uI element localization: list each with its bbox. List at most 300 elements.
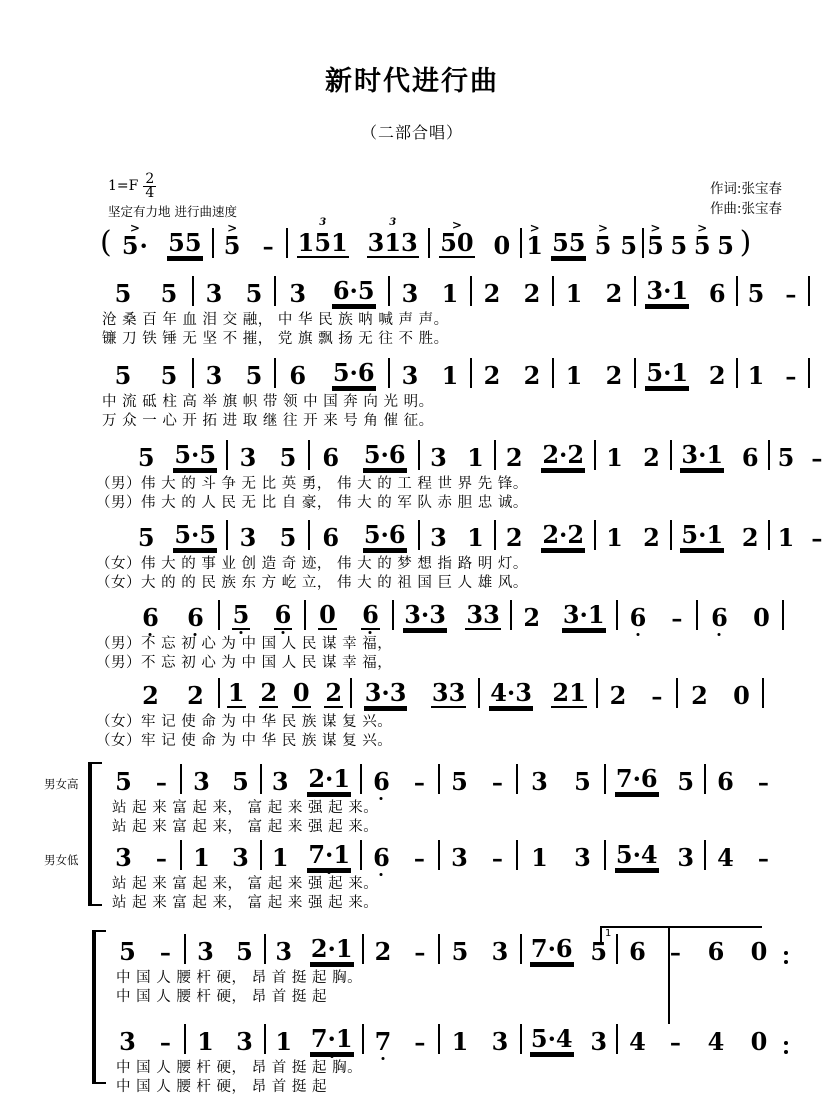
measure (440, 764, 518, 794)
note: 5·6 (332, 358, 375, 387)
lyric-text: 不 忘 初 心 为 中 国 人 民 谋 幸 福， (141, 655, 393, 672)
note: 2 (708, 361, 726, 390)
measure (266, 934, 364, 964)
lyric-row-2: 万 众 一 心 开 拓 进 取 继 往 开 来 号 角 催 征。 (102, 413, 434, 430)
staff-line-verse-3 (0, 440, 824, 512)
note: 5 (236, 937, 253, 966)
rest: 0 (733, 681, 750, 710)
note: 2 (643, 523, 660, 552)
measure (112, 221, 214, 260)
note: 3 (590, 1027, 608, 1056)
note: 5 (232, 767, 249, 796)
note: 5·6 (363, 520, 406, 549)
note: 50 > (440, 218, 474, 257)
voice-prefix: （女） (96, 714, 141, 730)
measure (618, 600, 698, 630)
note: 6 (322, 523, 340, 552)
page-title: 新时代进行曲 (325, 66, 499, 97)
measure (128, 440, 228, 470)
measure (440, 934, 522, 964)
lyric-text: 大 的 的 民 族 东 方 屹 立， 伟 大 的 祖 国 巨 人 雄 风。 (141, 575, 528, 592)
note: 5 (245, 279, 263, 308)
note: 1 (747, 361, 765, 390)
note: 5 > (594, 221, 612, 260)
note: 3·3 (364, 678, 407, 707)
note: 5 (747, 279, 765, 308)
measure (518, 764, 606, 794)
note: 3 (401, 279, 419, 308)
note: 1 (606, 523, 623, 552)
note: 2 (142, 681, 159, 710)
measure (420, 440, 496, 470)
rest: 0 (493, 231, 511, 260)
measure (472, 358, 554, 388)
measure (100, 276, 194, 306)
measure (228, 440, 310, 470)
note: 5·5 (174, 440, 217, 469)
note: 5·1 (646, 358, 689, 387)
part-label-low: 男女低 (44, 853, 79, 867)
measure (522, 934, 618, 964)
lyric-text: 牢 记 使 命 为 中 华 民 族 谋 复 兴。 (141, 714, 393, 730)
rest: 0 (319, 600, 336, 629)
measure (220, 600, 306, 630)
note: 6 (289, 361, 307, 390)
note: 5 (119, 937, 136, 966)
measure (128, 520, 228, 550)
note: 3 (491, 937, 509, 966)
repeat-sign (784, 951, 790, 964)
sustain-dash: – (413, 770, 425, 796)
note: 33 (466, 600, 500, 629)
lyric-row-1: 站 起 来 富 起 来， 富 起 来 强 起 来。 (112, 800, 379, 816)
note: 5 > (647, 221, 664, 260)
measure (694, 934, 780, 964)
note: 6 (187, 603, 204, 632)
measure (606, 764, 706, 794)
note: 5 (115, 767, 132, 796)
measure (390, 358, 472, 388)
note: 4 (629, 1027, 646, 1056)
note: 5 (160, 279, 178, 308)
measure (706, 764, 782, 794)
staff-line-verse-4 (0, 520, 824, 592)
sustain-dash: – (785, 364, 797, 390)
staff-line-chorus-high-1 (0, 764, 824, 836)
music-sheet (0, 68, 824, 1118)
measure (598, 678, 678, 708)
note: 3 (205, 361, 223, 390)
note: 5 (590, 937, 608, 966)
measure (672, 440, 770, 470)
measure (104, 764, 182, 794)
triplet-group: 313 3 (367, 217, 418, 257)
sustain-dash: – (413, 846, 425, 872)
note: 2·2 (542, 520, 585, 549)
note: 6 (142, 603, 159, 632)
measure (770, 520, 824, 550)
measure (472, 276, 554, 306)
sustain-dash: – (757, 770, 769, 796)
note: 6 (373, 767, 390, 796)
ending-number: 1 (605, 928, 612, 939)
sustain-dash: – (159, 1030, 171, 1056)
measure (362, 840, 440, 870)
note: 5 (279, 523, 297, 552)
note: 5 (232, 600, 250, 629)
note: 2 (609, 681, 627, 710)
note: 3 (430, 443, 447, 472)
measure (496, 520, 596, 550)
note: 4 (707, 1027, 725, 1056)
measure (636, 276, 738, 306)
note: 3·1 (646, 276, 689, 305)
note: 55 (168, 228, 202, 257)
measure: ( (100, 225, 112, 260)
measure (522, 221, 644, 260)
lyric-row-1 (96, 475, 528, 494)
note: 1 (606, 443, 623, 472)
measure (194, 276, 276, 306)
sustain-dash: – (811, 526, 823, 552)
voice-prefix: （女） (96, 733, 141, 750)
note: 3 (197, 937, 214, 966)
staff-line-verse-2 (0, 358, 824, 430)
measure (554, 276, 636, 306)
measure (108, 934, 186, 964)
measure (364, 934, 440, 964)
measure (420, 520, 496, 550)
measure (440, 840, 518, 870)
sustain-dash: – (155, 846, 167, 872)
note: 1 (565, 279, 583, 308)
lyric-text: 伟 大 的 斗 争 无 比 英 勇， 伟 大 的 工 程 世 界 先 锋。 (141, 476, 528, 492)
sustain-dash: – (414, 940, 426, 966)
note: 5 (451, 937, 469, 966)
voice-prefix: （男） (96, 636, 141, 652)
measure (518, 840, 606, 870)
triplet-group: 151 3 (297, 217, 348, 257)
note: 5 (137, 523, 155, 552)
note: 5 (451, 767, 468, 796)
measure (706, 840, 782, 870)
note: 2 (643, 443, 660, 472)
note: 5·4 (530, 1024, 573, 1053)
note: 6 (629, 937, 646, 966)
note: 2 (605, 279, 623, 308)
note: 6 (362, 600, 379, 629)
note: 3 (239, 523, 257, 552)
note: 5 (574, 767, 591, 796)
rest: 0 (750, 1027, 768, 1056)
note: 3 (401, 361, 419, 390)
measure (554, 358, 636, 388)
note: 1 (275, 1027, 293, 1056)
note: 3 (677, 843, 695, 872)
note: 3 (239, 443, 257, 472)
note: 2 (505, 443, 523, 472)
measure (220, 678, 352, 708)
note: 3·3 (404, 600, 446, 629)
lyric-text: 不 忘 初 心 为 中 国 人 民 谋 幸 福， (141, 636, 393, 652)
note: 3·1 (562, 600, 605, 629)
lyric-row-2 (96, 654, 392, 673)
lyric-row-1 (96, 635, 392, 654)
measure (770, 440, 824, 470)
rest: 0 (292, 678, 310, 707)
note: 7·6 (615, 764, 658, 793)
note: 33 (431, 678, 466, 707)
sustain-dash: – (159, 940, 171, 966)
note: 2 (691, 681, 708, 710)
measure (182, 764, 262, 794)
sustain-dash: – (491, 770, 503, 796)
note: 7·1 (308, 840, 351, 869)
measure (128, 600, 220, 630)
sustain-dash: – (757, 846, 769, 872)
measure (672, 520, 770, 550)
note: 7 (374, 1027, 392, 1056)
note: 5 (620, 231, 638, 260)
measure (128, 678, 220, 708)
measure (480, 678, 598, 708)
note: 5 (245, 361, 263, 390)
note: 5·5 (174, 520, 217, 549)
voice-prefix: （男） (96, 476, 141, 492)
sustain-dash: – (155, 770, 167, 796)
note: 1 (531, 843, 548, 872)
note: 5 (777, 443, 795, 472)
note: 7·6 (530, 934, 573, 963)
meter-denominator: 4 (145, 185, 155, 202)
lyric-row-2: 站 起 来 富 起 来， 富 起 来 强 起 来。 (112, 895, 379, 912)
lyric-row-1: 中 国 人 腰 杆 硬， 昂 首 挺 起 胸。 (116, 970, 363, 986)
note: 1 (467, 523, 484, 552)
tempo-marking: 坚定有力地 进行曲速度 (108, 203, 237, 219)
note: 1 > (526, 221, 543, 260)
note: 6 (373, 843, 390, 872)
measure (678, 678, 764, 708)
measure (100, 358, 194, 388)
measure (698, 600, 784, 630)
note: 1 (271, 843, 289, 872)
lyric-row-1: 沧 桑 百 年 血 泪 交 融， 中 华 民 族 呐 喊 声 声。 (102, 312, 449, 328)
note: 5 (114, 279, 132, 308)
staff-line-verse-1 (0, 276, 824, 348)
note: 1 (467, 443, 484, 472)
staff-line-verse-6 (0, 678, 824, 750)
measure (738, 276, 810, 306)
note: 5 > (223, 221, 241, 260)
sustain-dash: – (811, 446, 823, 472)
note: 6 (629, 603, 647, 632)
note: 5·1 (681, 520, 724, 549)
note: 2·2 (542, 440, 585, 469)
measure (738, 358, 810, 388)
note: 1 (441, 361, 459, 390)
note: 1 (451, 1027, 469, 1056)
note: 2 (260, 678, 278, 707)
note: 3 (289, 279, 307, 308)
measure (596, 520, 672, 550)
note: 5 (114, 361, 132, 390)
note: 5 > · (121, 234, 149, 258)
measure (596, 440, 672, 470)
note: 21 (552, 678, 586, 707)
measure (606, 840, 706, 870)
measure (214, 221, 288, 260)
note: 6 (717, 767, 734, 796)
note: 3 (205, 279, 223, 308)
lyric-row-2 (96, 732, 392, 751)
note: 1 (441, 279, 459, 308)
credits (710, 180, 782, 219)
measure (310, 520, 420, 550)
measure (228, 520, 310, 550)
note: 1 (193, 843, 210, 872)
lyric-text: 伟 大 的 人 民 无 比 自 豪， 伟 大 的 军 队 赤 胆 忠 诚。 (141, 495, 528, 512)
lyric-row-2: 镰 刀 铁 锤 无 坚 不 摧， 党 旗 飘 扬 无 往 不 胜。 (102, 331, 449, 348)
lyric-row-2: 站 起 来 富 起 来， 富 起 来 强 起 来。 (112, 819, 379, 836)
lyric-row-2 (96, 574, 528, 593)
note: 5 (677, 767, 695, 796)
note: 2 (187, 681, 204, 710)
measure (276, 276, 390, 306)
measure (182, 840, 262, 870)
note: 3 (232, 843, 249, 872)
measure (618, 934, 694, 964)
lyric-row-1: 中 国 人 腰 杆 硬， 昂 首 挺 起 胸。 (116, 1060, 363, 1076)
note: 3 (271, 767, 289, 796)
note: 2 (325, 678, 343, 707)
time-signature (143, 173, 156, 201)
repeat-sign (784, 1041, 790, 1054)
sustain-dash: – (785, 282, 797, 308)
measure (430, 218, 522, 260)
note: 5 (137, 443, 155, 472)
note: 1 (777, 523, 795, 552)
measure (352, 678, 480, 708)
note: 3 (119, 1027, 136, 1056)
rest: 0 (750, 937, 768, 966)
note: 2·1 (308, 764, 351, 793)
lyric-row-2: 中 国 人 腰 杆 硬， 昂 首 挺 起 (116, 1079, 327, 1096)
note: 3 (531, 767, 548, 796)
note: 4 (717, 843, 734, 872)
measure (390, 276, 472, 306)
voice-prefix: （男） (96, 655, 141, 672)
staff-line-chorus-low-1 (0, 840, 824, 912)
note: 5·6 (363, 440, 406, 469)
note: 6 (708, 279, 726, 308)
note: 3 (491, 1027, 509, 1056)
voice-prefix: （男） (96, 495, 141, 512)
lyricist: 作词:张宝春 (709, 181, 782, 197)
note: 2 (605, 361, 623, 390)
lyric-row-1: 中 流 砥 柱 高 举 旗 帜 带 领 中 国 奔 向 光 明。 (102, 394, 434, 410)
measure (394, 600, 512, 630)
note: 5 (670, 231, 688, 260)
measure (636, 358, 738, 388)
note: 3 (236, 1027, 253, 1056)
note: 3 (574, 843, 591, 872)
note: 55 (552, 228, 586, 257)
subtitle: （二部合唱） (360, 123, 463, 142)
measure: 5 > 5 5 > 5 ) (647, 221, 752, 260)
composer: 作曲:张宝春 (709, 200, 782, 217)
note: 5 (717, 231, 734, 260)
voice-prefix: （女） (96, 575, 141, 592)
note: 6·5 (332, 276, 375, 305)
note: 2 (523, 361, 541, 390)
note: 6 (274, 600, 292, 629)
lyric-text: 牢 记 使 命 为 中 华 民 族 谋 复 兴。 (141, 733, 393, 750)
note: 6 (707, 937, 725, 966)
sustain-dash: – (262, 234, 274, 260)
part-label-high: 男女高 (44, 777, 79, 791)
measure (104, 840, 182, 870)
note: 5 (160, 361, 178, 390)
sustain-dash: – (669, 1030, 681, 1056)
staff-line-intro (0, 217, 824, 260)
measure (512, 600, 618, 630)
meter-numerator: 2 (145, 171, 155, 187)
note: 3 (275, 937, 293, 966)
note: 2 (483, 279, 501, 308)
note: 6 (741, 443, 759, 472)
key-tempo-block (108, 173, 237, 218)
voice-prefix: （女） (96, 556, 141, 572)
key-signature: 1=F (108, 178, 139, 195)
note: 2 (523, 279, 541, 308)
note: 2 (505, 523, 523, 552)
measure (362, 764, 440, 794)
note: 2 (374, 937, 392, 966)
measure (186, 934, 266, 964)
note: 2 (483, 361, 501, 390)
lyric-row-2 (96, 494, 528, 513)
note: 2·1 (310, 934, 353, 963)
measure (276, 358, 390, 388)
sustain-dash: – (671, 606, 683, 632)
note: 2 (523, 603, 541, 632)
sustain-dash: – (651, 684, 663, 710)
sustain-dash: – (414, 1030, 426, 1056)
lyric-row-1 (96, 555, 528, 574)
measure (262, 840, 362, 870)
note: 1 (565, 361, 583, 390)
measure (306, 600, 394, 630)
staff-line-chorus-high-2 (0, 934, 824, 1006)
sustain-dash: – (491, 846, 503, 872)
lyric-row-1 (96, 713, 392, 732)
note: 3 (115, 843, 132, 872)
note: 3 (451, 843, 468, 872)
rest: 0 (753, 603, 770, 632)
note: 1 (197, 1027, 214, 1056)
measure (194, 358, 276, 388)
staff-line-verse-5 (0, 600, 824, 672)
note: 7·1 (310, 1024, 353, 1053)
lyric-row-2: 中 国 人 腰 杆 硬， 昂 首 挺 起 (116, 989, 327, 1006)
note: 6 (711, 603, 728, 632)
note: 6 (322, 443, 340, 472)
note: 5 > (693, 221, 711, 260)
note: 5·4 (615, 840, 658, 869)
measure (288, 217, 430, 258)
sustain-dash: – (669, 940, 681, 966)
note: 3·1 (681, 440, 724, 469)
